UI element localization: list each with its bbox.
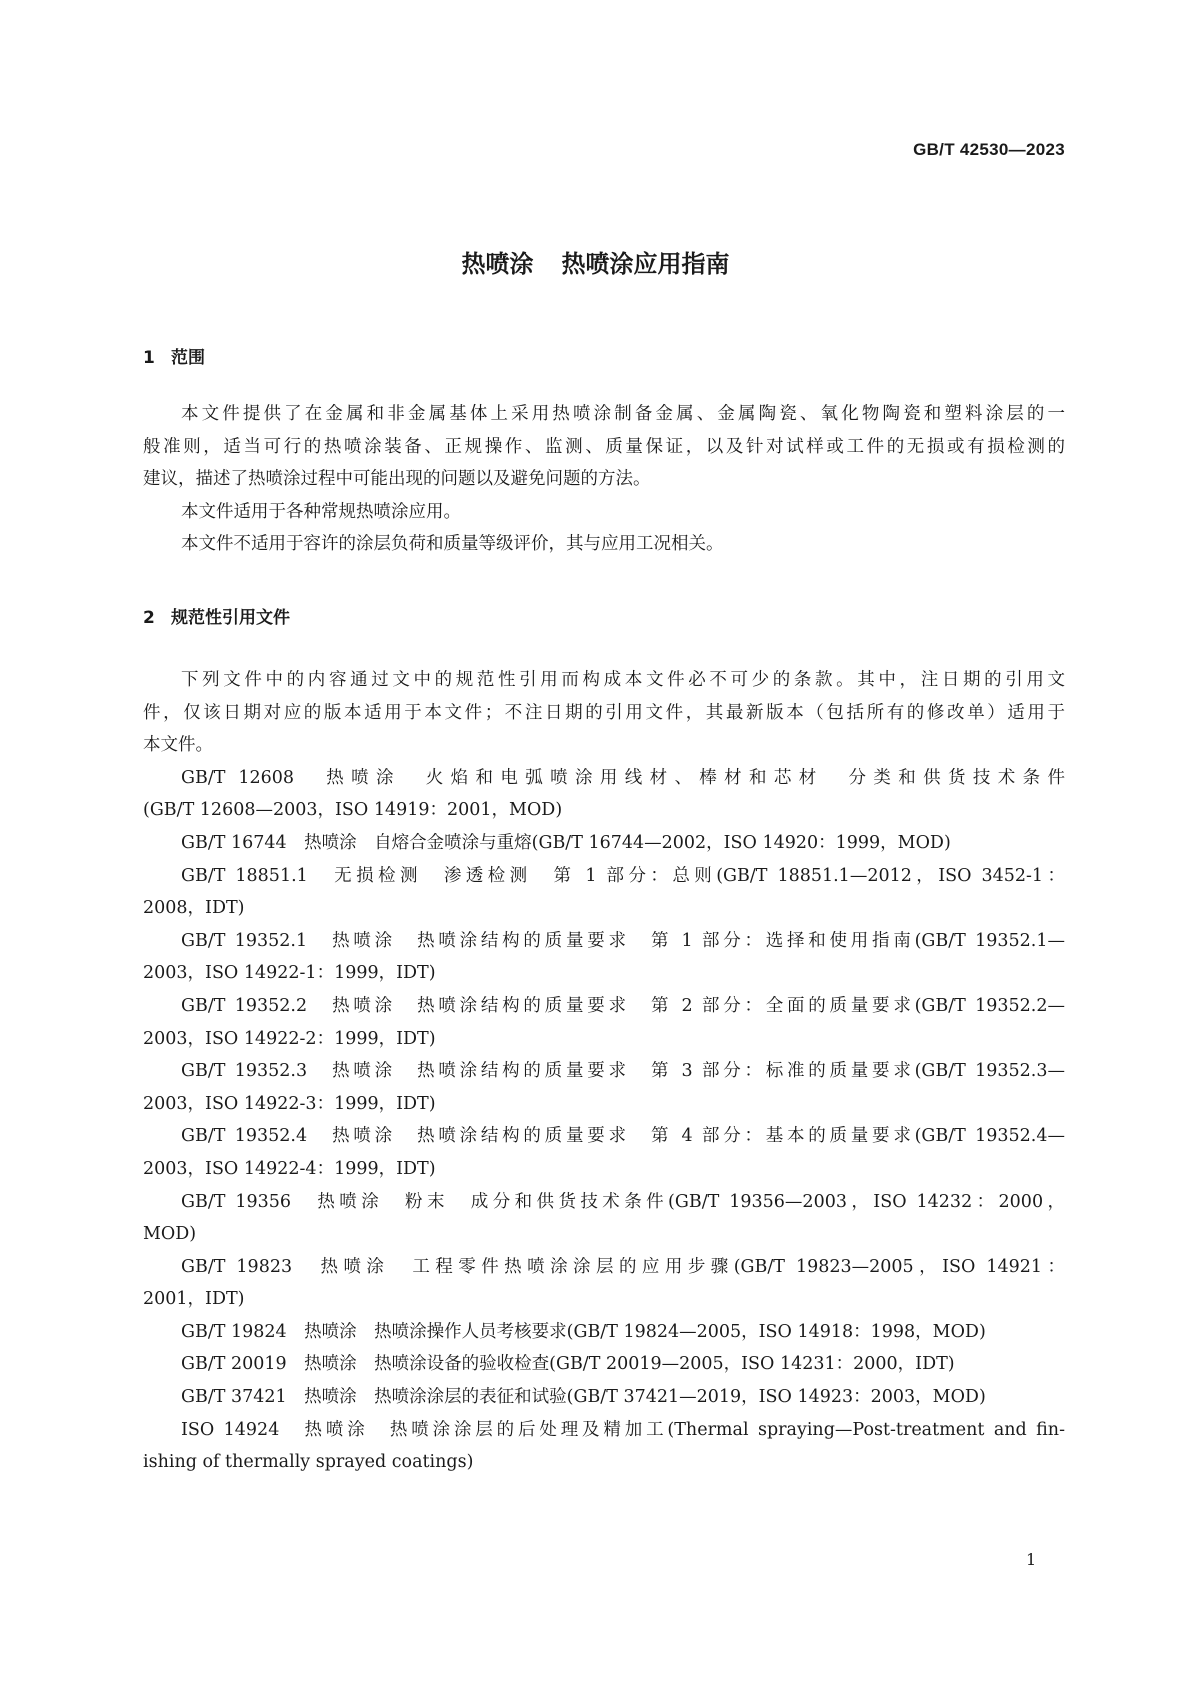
- references-body: [143, 664, 1065, 1479]
- reference-entry: [143, 925, 1065, 990]
- reference-entry: [143, 1055, 1065, 1120]
- text-line: GB/T 20019 热喷涂 热喷涂设备的验收检查(GB/T 20019—2005，ISO 14231：2000，IDT): [181, 1354, 955, 1375]
- paragraph: [143, 528, 1065, 561]
- text-line: 2003，ISO 14922-3：1999，IDT): [143, 1093, 436, 1114]
- text-line: 本文件提供了在金属和非金属基体上采用热喷涂制备金属、金属陶瓷、氧化物陶瓷和塑料涂层的一: [181, 404, 1065, 424]
- paragraph: [143, 496, 1065, 529]
- reference-entry: [143, 827, 1065, 860]
- text-line: GB/T 16744 热喷涂 自熔合金喷涂与重熔(GB/T 16744—2002，ISO 14920：1999，MOD): [181, 832, 951, 853]
- text-line: 建议，描述了热喷涂过程中可能出现的问题以及避免问题的方法。: [143, 469, 651, 490]
- standard-number: GB/T 42530—2023: [913, 140, 1065, 159]
- document-title: [0, 244, 1191, 279]
- text-line: 2003，ISO 14922-4：1999，IDT): [143, 1158, 436, 1179]
- reference-entry: [143, 1414, 1065, 1479]
- text-line: GB/T 18851.1 无损检测 渗透检测 第 1 部分：总则(GB/T 18851.1—2012，ISO 3452-1：: [181, 865, 1065, 886]
- scope-body: [143, 398, 1065, 561]
- text-line: GB/T 19823 热喷涂 工程零件热喷涂涂层的应用步骤(GB/T 19823—2005，ISO 14921：: [181, 1256, 1065, 1277]
- text-line: GB/T 19352.4 热喷涂 热喷涂结构的质量要求 第 4 部分：基本的质量要求(GB/T 19352.4—: [181, 1126, 1065, 1147]
- text-line: MOD): [143, 1224, 197, 1245]
- text-line: 本文件适用于各种常规热喷涂应用。: [181, 501, 461, 522]
- reference-entry: [143, 990, 1065, 1055]
- text-line: GB/T 19352.3 热喷涂 热喷涂结构的质量要求 第 3 部分：标准的质量要求(GB/T 19352.3—: [181, 1061, 1065, 1082]
- paragraph: [143, 398, 1065, 496]
- text-line: ISO 14924 热喷涂 热喷涂涂层的后处理及精加工(Thermal spraying—Post-treatment and fin-: [181, 1419, 1065, 1440]
- reference-entry: [143, 1251, 1065, 1316]
- text-line: 2008，IDT): [143, 898, 245, 919]
- page-number: 1: [1026, 1550, 1037, 1569]
- text-line: ishing of thermally sprayed coatings): [143, 1452, 474, 1473]
- reference-entry: [143, 860, 1065, 925]
- reference-entry: [143, 1120, 1065, 1185]
- text-line: (GB/T 12608—2003，ISO 14919：2001，MOD): [143, 800, 563, 821]
- text-line: 2003，ISO 14922-2：1999，IDT): [143, 1028, 436, 1049]
- title-part-1: 热喷涂: [461, 250, 534, 278]
- text-line: GB/T 19356 热喷涂 粉末 成分和供货技术条件(GB/T 19356—2003，ISO 14232：2000，: [181, 1191, 1065, 1212]
- text-line: 2001，IDT): [143, 1289, 245, 1310]
- reference-entry: [143, 762, 1065, 827]
- text-line: 本文件。: [143, 735, 213, 756]
- paragraph: [143, 664, 1065, 762]
- text-line: GB/T 19352.1 热喷涂 热喷涂结构的质量要求 第 1 部分：选择和使用指南(GB/T 19352.1—: [181, 930, 1065, 951]
- text-line: 2003，ISO 14922-1：1999，IDT): [143, 963, 436, 984]
- text-line: GB/T 19824 热喷涂 热喷涂操作人员考核要求(GB/T 19824—2005，ISO 14918：1998，MOD): [181, 1321, 986, 1342]
- reference-entry: [143, 1381, 1065, 1414]
- section-heading-scope: [143, 343, 205, 368]
- text-line: GB/T 19352.2 热喷涂 热喷涂结构的质量要求 第 2 部分：全面的质量要求(GB/T 19352.2—: [181, 995, 1065, 1016]
- text-line: 件，仅该日期对应的版本适用于本文件；不注日期的引用文件，其最新版本（包括所有的修改单）适用于: [143, 702, 1065, 723]
- text-line: GB/T 12608 热喷涂 火焰和电弧喷涂用线材、棒材和芯材 分类和供货技术条件: [181, 767, 1065, 788]
- section-heading-normative-references: [143, 603, 290, 628]
- text-line: 般准则，适当可行的热喷涂装备、正规操作、监测、质量保证，以及针对试样或工件的无损或有损检测的: [143, 436, 1065, 457]
- reference-entry: [143, 1186, 1065, 1251]
- title-part-2: 热喷涂应用指南: [561, 250, 730, 278]
- reference-entry: [143, 1316, 1065, 1349]
- section-title: 范围: [171, 348, 205, 368]
- reference-entry: [143, 1348, 1065, 1381]
- section-number: 2: [143, 608, 155, 628]
- text-line: 本文件不适用于容许的涂层负荷和质量等级评价，其与应用工况相关。: [181, 534, 724, 555]
- text-line: 下列文件中的内容通过文中的规范性引用而构成本文件必不可少的条款。其中，注日期的引用文: [181, 670, 1065, 690]
- text-line: GB/T 37421 热喷涂 热喷涂涂层的表征和试验(GB/T 37421—2019，ISO 14923：2003，MOD): [181, 1387, 986, 1408]
- section-number: 1: [143, 348, 155, 368]
- section-title: 规范性引用文件: [171, 608, 290, 628]
